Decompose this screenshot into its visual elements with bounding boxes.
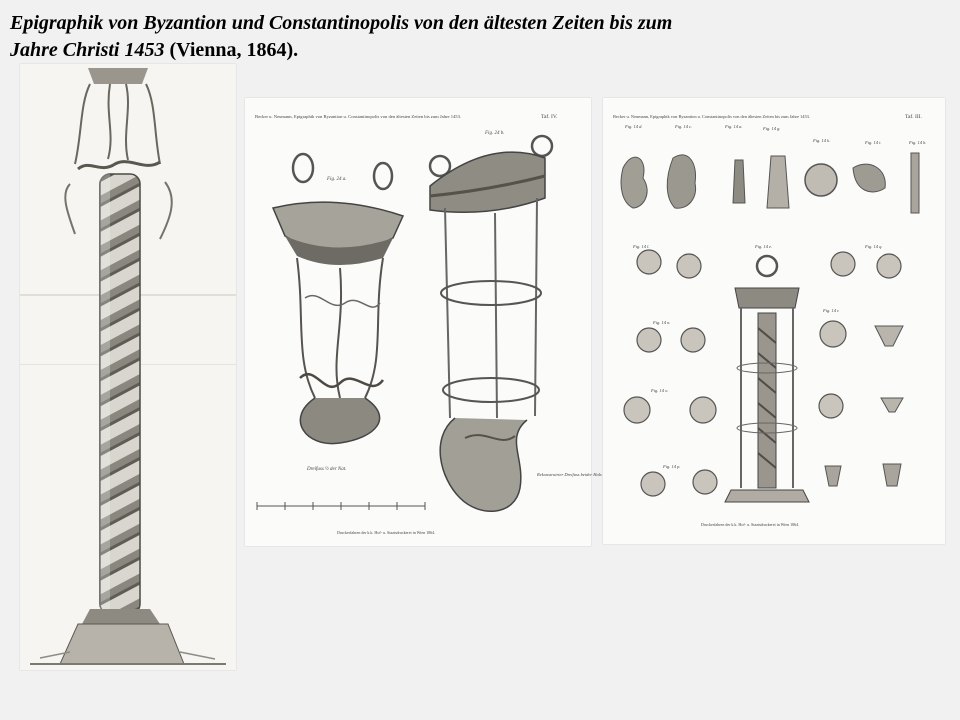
fig-top-6: Fig. 14 i. xyxy=(865,140,882,145)
coins-plate-taf-iii xyxy=(603,98,945,544)
coin-fig-2: Fig. 14 n. xyxy=(653,320,671,325)
caption-right: Rekonstruirter Dreifuss beider Hals xyxy=(537,472,602,477)
fig-label-right: Fig. 24 b. xyxy=(485,131,505,136)
fig-top-2: Fig. 14 c. xyxy=(675,124,693,129)
plate-number: Taf. IV. xyxy=(541,114,558,120)
plate3-number: Taf. III. xyxy=(905,114,922,120)
title-italic-part: Jahre Christi 1453 xyxy=(10,39,165,61)
slide-title xyxy=(10,10,890,64)
caption-left: Dreifuss ½ der Nat. xyxy=(307,467,347,472)
plate-header: Becker u. Neumann, Epigraphik von Byzantion u. Constantinopolis von den ältesten Zeiten bis zum Jahre 1453. xyxy=(255,114,462,119)
coins-plate-drawing xyxy=(603,98,945,544)
plate3-footer: Druckerfahren der k.k. Hof- u. Staatsdruckerei in Wien 1864. xyxy=(701,522,800,527)
fig-center-label: Fig. 14 e. xyxy=(755,244,773,249)
fig-top-7: Fig. 14 h. xyxy=(909,140,927,145)
coin-fig-1: Fig. 14 l. xyxy=(633,244,650,249)
serpent-column-drawing xyxy=(20,64,236,670)
plate3-header: Becker u. Neumann, Epigraphik von Byzantion u. Constantinopolis von den ältesten Zeiten bis zum Jahre 1453. xyxy=(613,114,810,119)
title-line-1: Epigraphik von Byzantion und Constantinopolis von den ältesten Zeiten bis zum xyxy=(10,12,673,34)
title-plain-part: (Vienna, 1864). xyxy=(164,39,299,61)
coin-fig-6: Fig. 14 r. xyxy=(823,308,840,313)
fig-top-3: Fig. 14 a. xyxy=(725,124,743,129)
coin-fig-4: Fig. 14 p. xyxy=(663,464,681,469)
tripod-plate-taf-iv xyxy=(245,98,602,546)
coin-fig-5: Fig. 14 q. xyxy=(865,244,883,249)
fig-top-5: Fig. 14 k. xyxy=(813,138,831,143)
fig-top-1: Fig. 14 d. xyxy=(625,124,643,129)
plate-footer: Druckerfahren der k.k. Hof- u. Staatsdruckerei in Wien 1864. xyxy=(337,530,436,535)
coin-fig-3: Fig. 14 o. xyxy=(651,388,669,393)
fig-top-4: Fig. 14 g. xyxy=(763,126,781,131)
serpent-column-plate xyxy=(20,64,236,670)
tripod-plate-drawing xyxy=(245,98,602,546)
fig-label-left: Fig. 24 a. xyxy=(327,177,347,182)
title-line-2 xyxy=(10,37,890,64)
